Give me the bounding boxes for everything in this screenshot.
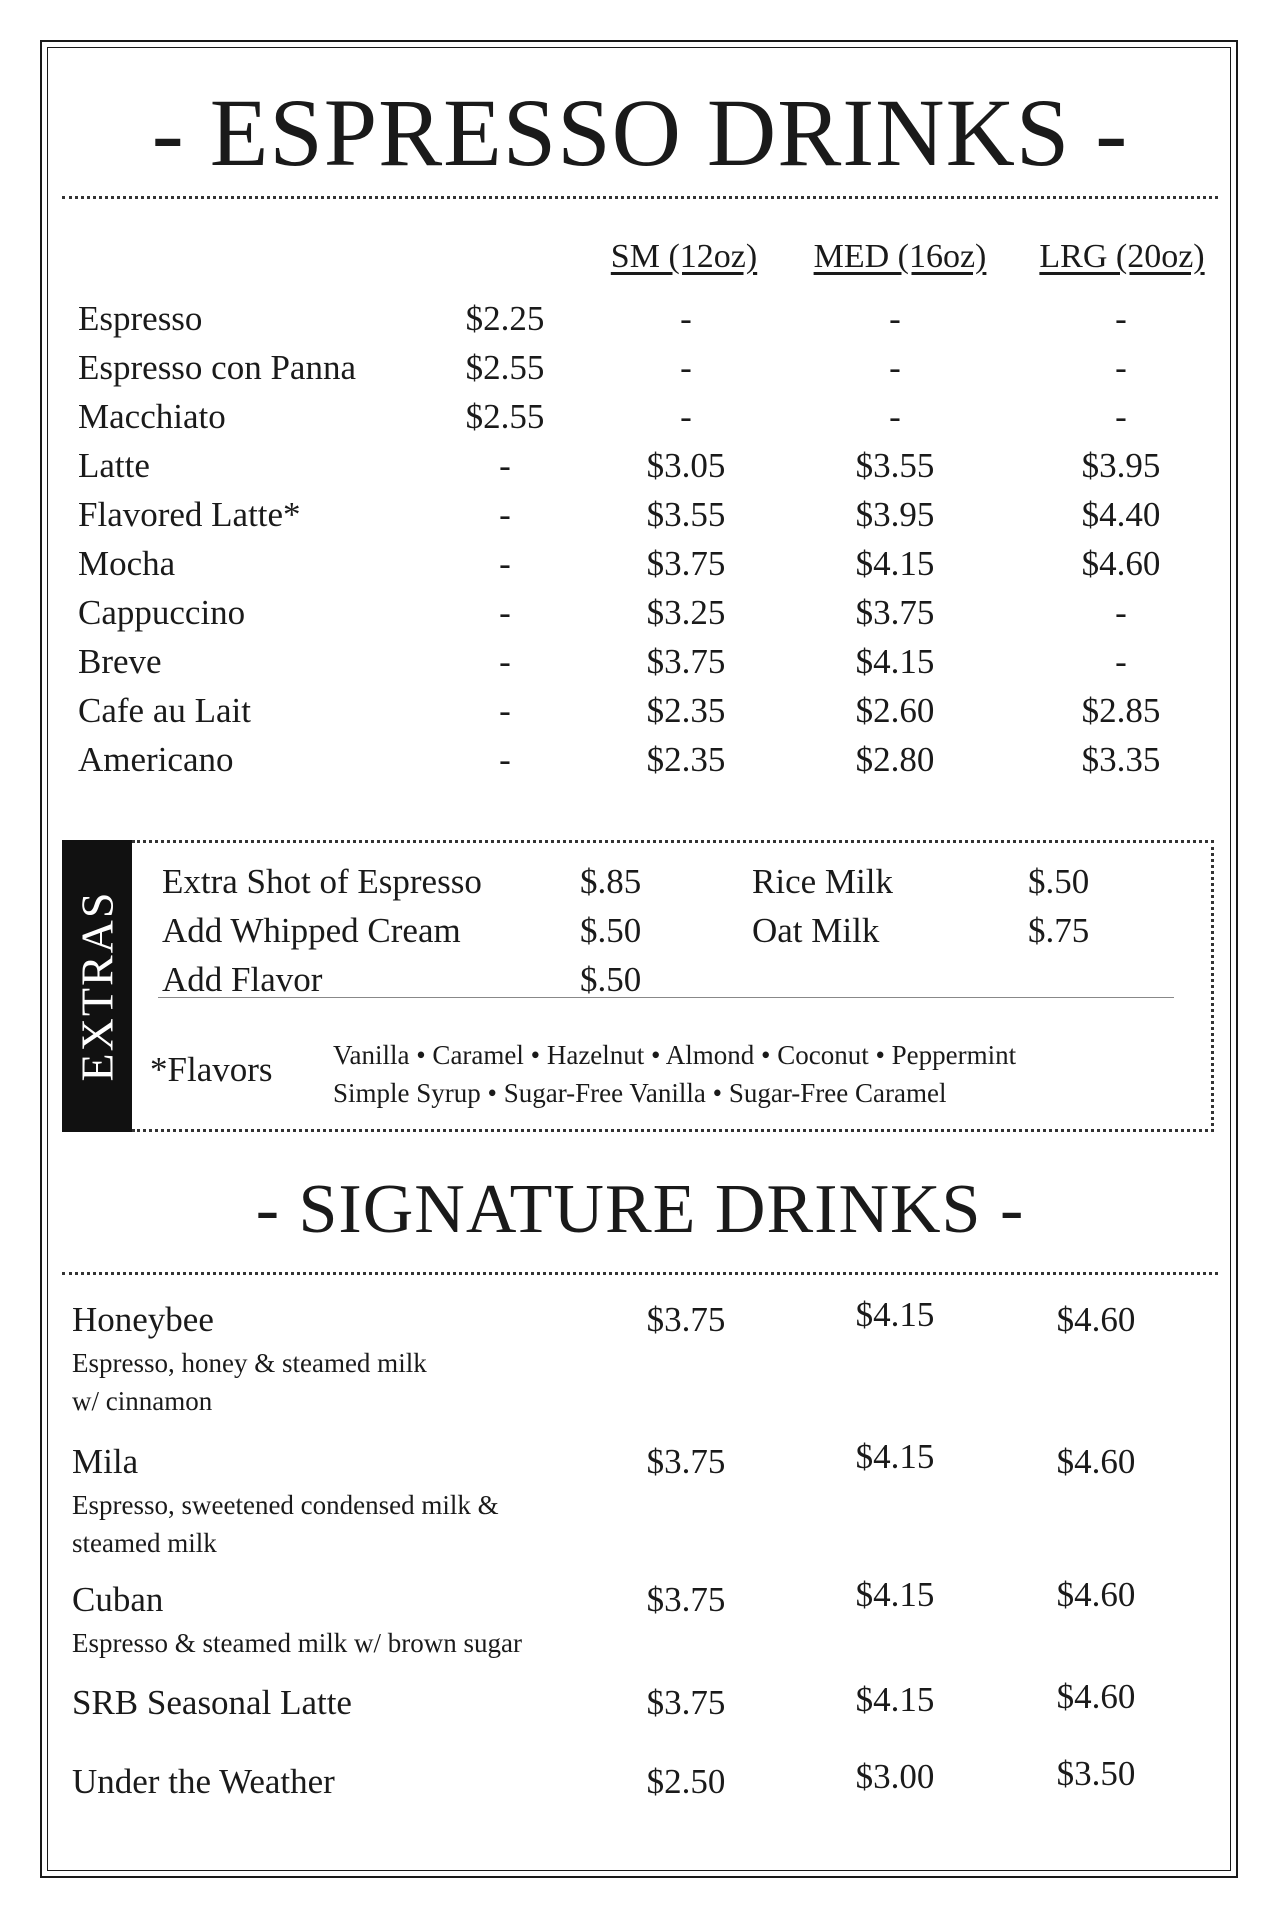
extra-price: $.85 bbox=[580, 862, 642, 901]
sm-price: $3.75 bbox=[646, 642, 726, 681]
signature-name: Cuban bbox=[72, 1580, 164, 1619]
med-price: $2.60 bbox=[855, 691, 935, 730]
drink-name: Macchiato bbox=[78, 397, 226, 436]
size-column-headers bbox=[0, 238, 1280, 278]
lrg-price: - bbox=[1115, 397, 1127, 436]
extra-price: $.50 bbox=[580, 960, 642, 999]
drink-name: Breve bbox=[78, 642, 162, 681]
sm-price: - bbox=[680, 299, 692, 338]
sm-price: $2.35 bbox=[646, 691, 726, 730]
single-price: $2.55 bbox=[465, 397, 545, 436]
lrg-price: - bbox=[1115, 593, 1127, 632]
med-price: $3.95 bbox=[855, 495, 935, 534]
signature-sm-price: $2.50 bbox=[646, 1762, 726, 1801]
single-price: - bbox=[499, 495, 511, 534]
menu-row bbox=[0, 740, 1280, 789]
signature-lrg-price: $4.60 bbox=[1056, 1575, 1136, 1614]
extra-price: $.50 bbox=[1028, 862, 1090, 901]
header-med: MED (16oz) bbox=[813, 238, 987, 275]
signature-sm-price: $3.75 bbox=[646, 1442, 726, 1481]
med-price: - bbox=[889, 299, 901, 338]
menu-row bbox=[0, 544, 1280, 593]
drink-name: Cafe au Lait bbox=[78, 691, 251, 730]
extra-price: $.50 bbox=[580, 911, 642, 950]
extra-name: Oat Milk bbox=[752, 911, 880, 950]
drink-name: Flavored Latte* bbox=[78, 495, 301, 534]
flavors-label: *Flavors bbox=[150, 1050, 273, 1089]
drink-name: Espresso con Panna bbox=[78, 348, 357, 387]
flavors-list-line-1: Vanilla • Caramel • Hazelnut • Almond • Coconut • Peppermint bbox=[333, 1040, 1017, 1070]
sm-price: $2.35 bbox=[646, 740, 726, 779]
signature-title-divider bbox=[62, 1272, 1218, 1275]
drink-name: Latte bbox=[78, 446, 150, 485]
menu-row bbox=[0, 299, 1280, 348]
single-price: $2.55 bbox=[465, 348, 545, 387]
signature-name: Mila bbox=[72, 1442, 139, 1481]
signature-med-price: $4.15 bbox=[855, 1295, 935, 1334]
menu-row bbox=[0, 495, 1280, 544]
espresso-section-title: - ESPRESSO DRINKS - bbox=[151, 79, 1129, 186]
extra-name: Add Whipped Cream bbox=[162, 911, 461, 950]
header-sm: SM (12oz) bbox=[610, 238, 758, 275]
sm-price: $3.25 bbox=[646, 593, 726, 632]
single-price: - bbox=[499, 593, 511, 632]
lrg-price: - bbox=[1115, 299, 1127, 338]
header-lrg: LRG (20oz) bbox=[1039, 238, 1205, 275]
drink-name: Espresso bbox=[78, 299, 203, 338]
med-price: - bbox=[889, 348, 901, 387]
signature-description: Espresso, sweetened condensed milk & steamed milk bbox=[72, 1490, 499, 1558]
extra-price: $.75 bbox=[1028, 911, 1090, 950]
single-price: - bbox=[499, 642, 511, 681]
sm-price: $3.75 bbox=[646, 544, 726, 583]
menu-row bbox=[0, 642, 1280, 691]
signature-lrg-price: $4.60 bbox=[1056, 1677, 1136, 1716]
signature-med-price: $4.15 bbox=[855, 1680, 935, 1719]
lrg-price: - bbox=[1115, 348, 1127, 387]
signature-med-price: $4.15 bbox=[855, 1575, 935, 1614]
signature-description: Espresso & steamed milk w/ brown sugar bbox=[72, 1628, 522, 1658]
signature-sm-price: $3.75 bbox=[646, 1580, 726, 1619]
single-price: - bbox=[499, 691, 511, 730]
signature-name: SRB Seasonal Latte bbox=[72, 1683, 352, 1722]
sm-price: $3.55 bbox=[646, 495, 726, 534]
signature-lrg-price: $4.60 bbox=[1056, 1300, 1136, 1339]
med-price: $4.15 bbox=[855, 544, 935, 583]
sm-price: - bbox=[680, 397, 692, 436]
drink-name: Mocha bbox=[78, 544, 176, 583]
single-price: - bbox=[499, 544, 511, 583]
drink-name: Americano bbox=[78, 740, 234, 779]
sm-price: $3.05 bbox=[646, 446, 726, 485]
signature-name: Under the Weather bbox=[72, 1762, 335, 1801]
extra-name: Add Flavor bbox=[162, 960, 323, 999]
lrg-price: $3.35 bbox=[1081, 740, 1161, 779]
single-price: - bbox=[499, 446, 511, 485]
med-price: $2.80 bbox=[855, 740, 935, 779]
signature-med-price: $4.15 bbox=[855, 1437, 935, 1476]
flavors-list-line-2: Simple Syrup • Sugar-Free Vanilla • Sugar-Free Caramel bbox=[333, 1078, 947, 1108]
sm-price: - bbox=[680, 348, 692, 387]
menu-row bbox=[0, 593, 1280, 642]
signature-sm-price: $3.75 bbox=[646, 1683, 726, 1722]
lrg-price: - bbox=[1115, 642, 1127, 681]
med-price: $3.55 bbox=[855, 446, 935, 485]
drink-name: Cappuccino bbox=[78, 593, 246, 632]
menu-row bbox=[0, 348, 1280, 397]
menu-row bbox=[0, 397, 1280, 446]
extras-tab-label: EXTRAS bbox=[71, 890, 123, 1082]
signature-name: Honeybee bbox=[72, 1300, 214, 1339]
single-price: $2.25 bbox=[465, 299, 545, 338]
single-price: - bbox=[499, 740, 511, 779]
menu-row bbox=[0, 446, 1280, 495]
espresso-title-divider bbox=[62, 196, 1218, 199]
extra-name: Rice Milk bbox=[752, 862, 893, 901]
extras-tab bbox=[62, 840, 132, 1132]
extra-name: Extra Shot of Espresso bbox=[162, 862, 482, 901]
menu-row bbox=[0, 691, 1280, 740]
signature-med-price: $3.00 bbox=[855, 1757, 935, 1796]
extras-divider bbox=[158, 997, 1174, 998]
lrg-price: $4.40 bbox=[1081, 495, 1161, 534]
signature-section-title: - SIGNATURE DRINKS - bbox=[255, 1171, 1025, 1248]
signature-description: Espresso, honey & steamed milk w/ cinnamon bbox=[72, 1348, 427, 1416]
med-price: - bbox=[889, 397, 901, 436]
lrg-price: $2.85 bbox=[1081, 691, 1161, 730]
signature-sm-price: $3.75 bbox=[646, 1300, 726, 1339]
med-price: $3.75 bbox=[855, 593, 935, 632]
med-price: $4.15 bbox=[855, 642, 935, 681]
signature-lrg-price: $3.50 bbox=[1056, 1754, 1136, 1793]
signature-lrg-price: $4.60 bbox=[1056, 1442, 1136, 1481]
lrg-price: $3.95 bbox=[1081, 446, 1161, 485]
lrg-price: $4.60 bbox=[1081, 544, 1161, 583]
